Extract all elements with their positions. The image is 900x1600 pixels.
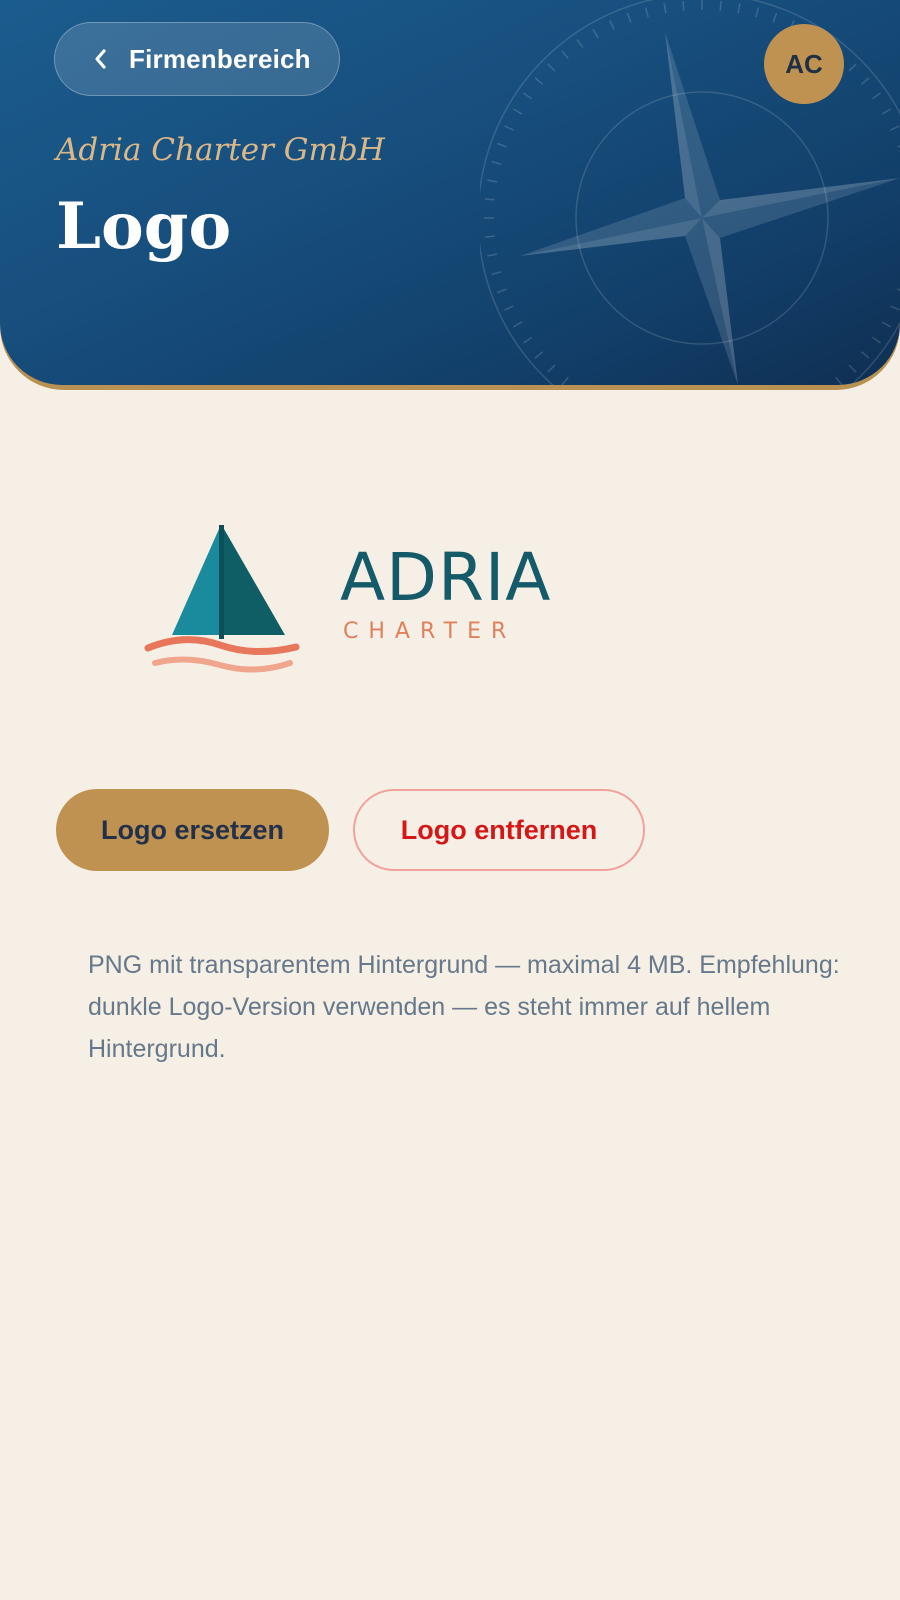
header-background bbox=[0, 0, 900, 385]
compass-tick bbox=[523, 93, 531, 99]
compass-tick bbox=[535, 352, 543, 358]
compass-tick bbox=[646, 7, 649, 17]
compass-tick bbox=[513, 109, 522, 114]
compass-tick bbox=[513, 322, 522, 327]
back-button[interactable] bbox=[54, 22, 340, 96]
compass-tick bbox=[773, 13, 776, 22]
company-name: Adria Charter GmbH bbox=[56, 132, 385, 168]
compass-tick bbox=[497, 143, 506, 146]
compass-tick bbox=[849, 365, 856, 372]
sailboat-logo-icon bbox=[140, 515, 300, 675]
compass-tick bbox=[562, 377, 568, 385]
compass-tick bbox=[836, 377, 842, 385]
compass-tick bbox=[577, 39, 583, 47]
compass-tick bbox=[548, 365, 555, 372]
compass-tick bbox=[548, 64, 555, 71]
compass-tick bbox=[504, 126, 513, 130]
compass-tick bbox=[497, 289, 506, 292]
compass-tick bbox=[562, 51, 568, 59]
compass-tick bbox=[861, 352, 869, 358]
compass-tick bbox=[738, 3, 740, 13]
compass-tick bbox=[487, 254, 497, 256]
compass-tick bbox=[491, 162, 501, 165]
page-title: Logo bbox=[56, 189, 232, 264]
compass-tick bbox=[683, 1, 684, 11]
compass-tick bbox=[756, 7, 759, 17]
compass-tick bbox=[872, 93, 880, 99]
compass-tick bbox=[882, 109, 891, 114]
compass-tick bbox=[535, 78, 543, 84]
compass-tick bbox=[872, 337, 880, 343]
compass-tick bbox=[882, 322, 891, 327]
compass-tick bbox=[593, 29, 598, 38]
compass-tick bbox=[523, 337, 531, 343]
chevron-left-icon bbox=[89, 48, 111, 70]
compass-tick bbox=[891, 306, 900, 310]
logo-wordmark-main: ADRIA bbox=[340, 539, 552, 616]
compass-tick bbox=[491, 272, 501, 275]
avatar[interactable]: AC bbox=[764, 24, 844, 104]
compass-tick bbox=[487, 180, 497, 182]
remove-logo-button[interactable]: Logo entfernen bbox=[353, 789, 645, 871]
compass-tick bbox=[861, 78, 869, 84]
logo-wordmark-sub: CHARTER bbox=[343, 619, 517, 644]
replace-logo-button[interactable]: Logo ersetzen bbox=[56, 789, 329, 871]
compass-tick bbox=[664, 3, 666, 13]
page-header bbox=[0, 0, 900, 390]
compass-tick bbox=[891, 126, 900, 130]
compass-tick bbox=[720, 1, 721, 11]
compass-tick bbox=[627, 13, 630, 22]
compass-tick bbox=[485, 199, 495, 200]
logo-preview bbox=[140, 515, 600, 675]
compass-tick bbox=[849, 64, 856, 71]
help-text: PNG mit transparentem Hintergrund — maximal 4 MB. Empfehlung: dunkle Logo-Version verwenden — es steht immer auf hellem Hintergrund. bbox=[88, 951, 840, 1063]
compass-tick bbox=[504, 306, 513, 310]
compass-tick bbox=[485, 236, 495, 237]
back-button-label: Firmenbereich bbox=[129, 43, 311, 74]
compass-tick bbox=[610, 20, 614, 29]
